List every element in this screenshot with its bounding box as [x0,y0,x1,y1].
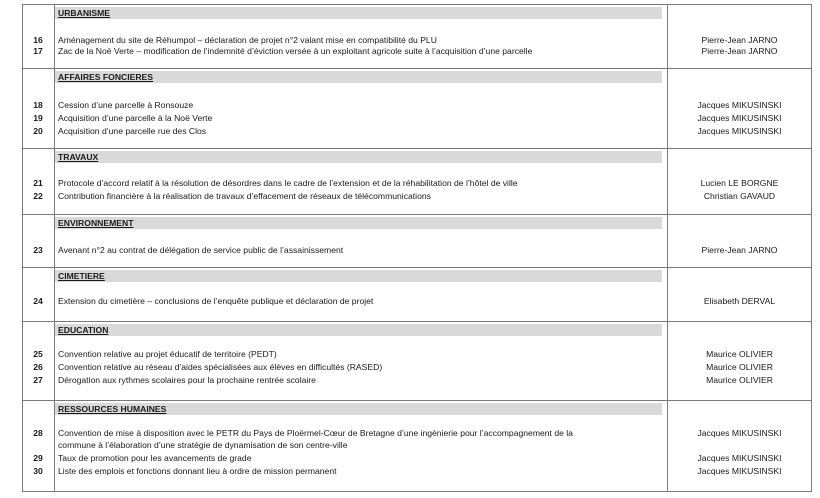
item-subject: Cession d’une parcelle à Ronsouze [58,100,194,110]
section-header-bar [55,151,662,163]
item-rapporteur: Jacques MIKUSINSKI [697,113,782,123]
section-ressources-humaines [22,400,812,492]
item-rapporteur: Jacques MIKUSINSKI [697,428,782,438]
item-subject: Aménagement du site de Réhumpol – déclaration de projet n°2 valant mise en compatibilité du PLU [58,35,437,45]
item-number: 17 [33,46,43,56]
section-title: AFFAIRES FONCIERES [58,72,154,82]
section-title: EDUCATION [58,325,109,335]
section-title: ENVIRONNEMENT [58,218,134,228]
item-subject: Protocole d’accord relatif à la résolution de désordres dans le cadre de l’extension et de la réhabilitation de l’hôtel de ville [58,178,518,188]
section-title: TRAVAUX [58,152,99,162]
section-title: CIMETIERE [58,271,105,281]
item-rapporteur: Lucien LE BORGNE [700,178,779,188]
item-subject: Liste des emplois et fonctions donnant lieu à ordre de mission permanent [58,466,337,476]
item-number: 25 [33,349,43,359]
section-urbanisme [22,4,812,68]
item-number: 29 [33,453,43,463]
section-environnement [22,214,812,267]
item-number: 28 [33,428,43,438]
item-number: 18 [33,100,43,110]
item-rapporteur: Maurice OLIVIER [706,362,773,372]
section-header-bar [55,217,662,229]
section-cimetiere [22,267,812,321]
item-number: 27 [33,375,43,385]
item-number: 30 [33,466,43,476]
section-header-bar [55,270,662,282]
item-subject-continued: commune à l’élaboration d’une stratégie de dynamisation de son centre-ville [58,440,348,450]
section-affaires-foncieres [22,68,812,148]
item-rapporteur: Christian GAVAUD [703,191,776,201]
item-rapporteur: Jacques MIKUSINSKI [697,453,782,463]
item-rapporteur: Pierre-Jean JARNO [701,245,778,255]
item-rapporteur: Pierre-Jean JARNO [701,46,778,56]
item-subject: Convention relative au réseau d’aides spécialisées aux élèves en difficultés (RASED) [58,362,383,372]
section-travaux [22,148,812,214]
item-subject: Dérogation aux rythmes scolaires pour la prochaine rentrée scolaire [58,375,316,385]
item-rapporteur: Elisabeth DERVAL [703,296,776,306]
item-subject: Convention relative au projet éducatif de territoire (PEDT) [58,349,277,359]
item-number: 19 [33,113,43,123]
item-number: 22 [33,191,43,201]
item-subject: Contribution financière à la réalisation de travaux d’effacement de réseaux de télécommunications [58,191,431,201]
item-subject: Acquisition d’une parcelle rue des Clos [58,126,207,136]
item-number: 20 [33,126,43,136]
item-rapporteur: Maurice OLIVIER [706,349,773,359]
section-header-bar [55,7,662,19]
section-education [22,321,812,400]
agenda-table [22,4,812,492]
item-subject: Avenant n°2 au contrat de délégation de service public de l’assainissement [58,245,344,255]
item-subject: Extension du cimetière – conclusions de l’enquête publique et déclaration de projet [58,296,374,306]
item-rapporteur: Jacques MIKUSINSKI [697,126,782,136]
item-rapporteur: Maurice OLIVIER [706,375,773,385]
item-number: 21 [33,178,43,188]
item-subject: Zac de la Noë Verte – modification de l’indemnité d’éviction versée à un exploitant agricole suite à l’acquisition d’une parcelle [58,46,533,56]
item-subject: Acquisition d’une parcelle à la Noë Verte [58,113,213,123]
item-number: 26 [33,362,43,372]
item-rapporteur: Pierre-Jean JARNO [701,35,778,45]
item-subject: Taux de promotion pour les avancements de grade [58,453,252,463]
item-number: 24 [33,296,43,306]
item-number: 23 [33,245,43,255]
item-rapporteur: Jacques MIKUSINSKI [697,100,782,110]
item-rapporteur: Jacques MIKUSINSKI [697,466,782,476]
item-subject: Convention de mise à disposition avec le PETR du Pays de Ploërmel-Cœur de Bretagne d’une ingénierie pour l’accompagnement de la [58,428,573,438]
section-title: RESSOURCES HUMAINES [58,404,167,414]
item-number: 16 [33,35,43,45]
section-header-bar [55,324,662,336]
section-title: URBANISME [58,8,111,18]
